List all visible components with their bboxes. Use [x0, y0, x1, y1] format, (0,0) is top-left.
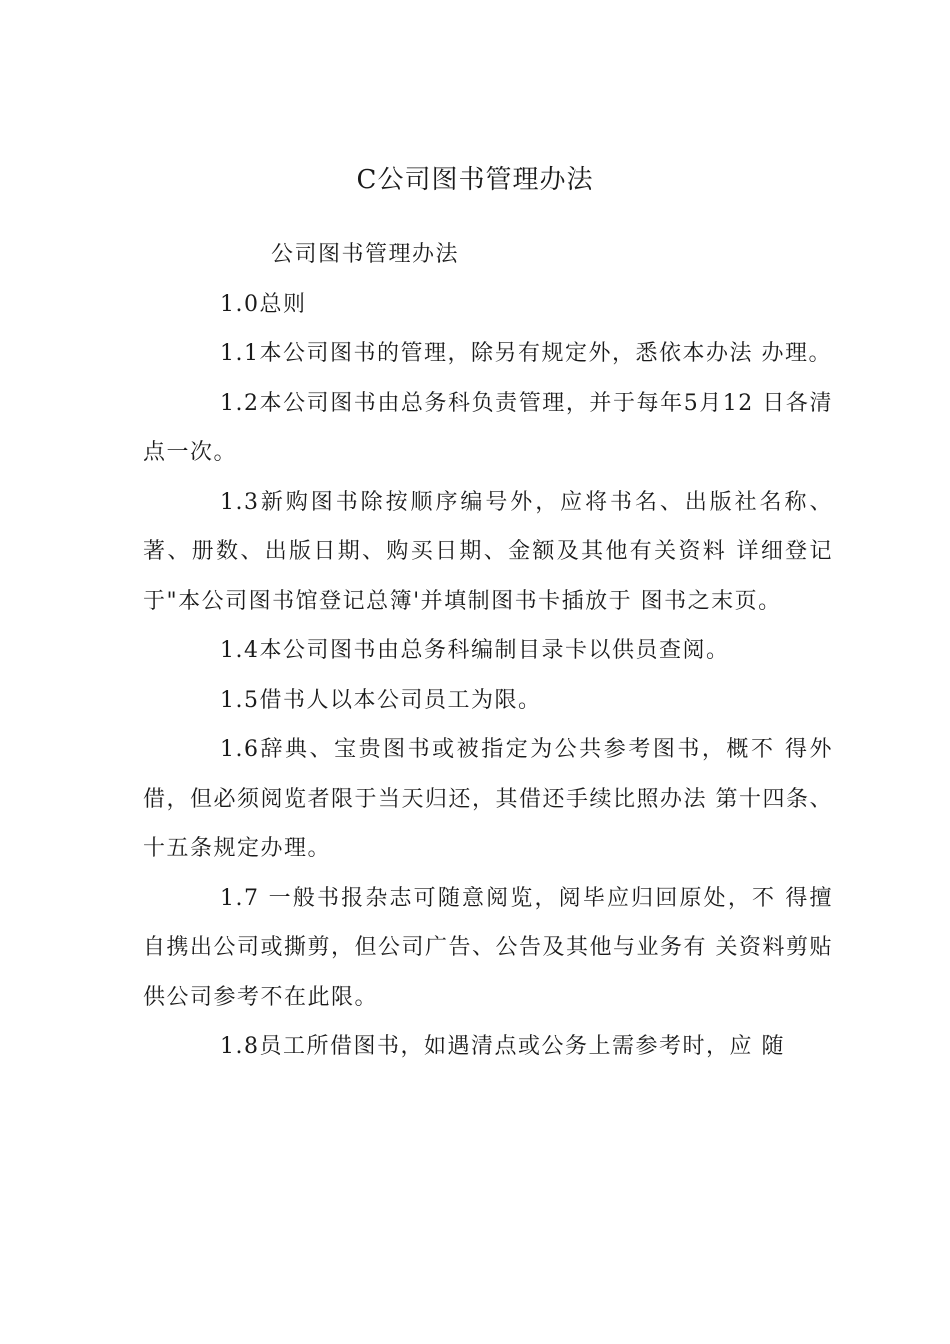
clause-1-1: 1.1本公司图书的管理，除另有规定外，悉依本办法 办理。: [220, 341, 832, 366]
document-body: [143, 230, 833, 1072]
clause-1-8: 1.8员工所借图书，如遇清点或公务上需参考时，应 随: [220, 1034, 785, 1059]
document-title: C公司图书管理办法: [356, 165, 594, 195]
clause-1-7: 1.7 一般书报杂志可随意阅览，阅毕应归回原处，不 得擅自携出公司或撕剪，但公司广告、公告及其他与业务有 关资料剪贴供公司参考不在此限。: [143, 885, 833, 1010]
subtitle-paragraph: 公司图书管理办法: [271, 242, 460, 267]
clause-1-2: 1.2本公司图书由总务科负责管理，并于每年5月12 日各清点一次。: [143, 390, 833, 465]
section-heading: 1.0总则: [220, 291, 307, 317]
clause-1-3: 1.3新购图书除按顺序编号外，应将书名、出版社名称、著、册数、出版日期、购买日期、金额及其他有关资料 详细登记于"本公司图书馆登记总簿'并填制图书卡插放于 图书之末页。: [143, 489, 833, 614]
clause-1-5: 1.5借书人以本公司员工为限。: [220, 687, 542, 713]
clause-1-6: 1.6辞典、宝贵图书或被指定为公共参考图书，概不 得外借，但必须阅览者限于当天归还，其借还手续比照办法 第十四条、十五条规定办理。: [143, 737, 833, 861]
clause-1-4: 1.4本公司图书由总务科编制目录卡以供员查阅。: [220, 638, 730, 663]
